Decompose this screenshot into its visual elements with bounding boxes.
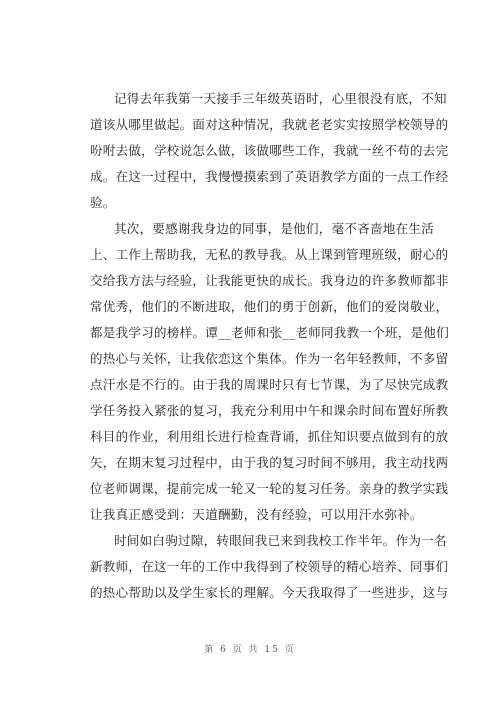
text-line: 吩咐去做，学校说怎么做，该做哪些工作，我就一丝不苟的去完 bbox=[90, 143, 449, 158]
text-line: 位老师调课，提前完成一轮又一轮的复习任务。亲身的教学实践 bbox=[90, 481, 449, 496]
text-line: 科目的作业，利用组长进行检查背诵，抓住知识要点做到有的放 bbox=[90, 429, 449, 444]
document-body bbox=[90, 86, 450, 606]
text-line: 道该从哪里做起。面对这种情况，我就老老实实按照学校领导的 bbox=[90, 117, 449, 132]
text-line: 时间如白驹过隙，转眼间我已来到我校工作半年。作为一名 bbox=[114, 533, 447, 548]
text-line: 记得去年我第一天接手三年级英语时，心里很没有底，不知 bbox=[114, 91, 447, 106]
text-line: 新教师，在这一年的工作中我得到了校领导的精心培养、同事们 bbox=[90, 559, 449, 574]
text-line: 其次，要感谢我身边的同事，是他们，毫不吝啬地在生活 bbox=[114, 221, 435, 236]
paragraph-2 bbox=[90, 216, 450, 528]
text-line: 学任务投入紧张的复习，我充分利用中午和课余时间布置好所教 bbox=[90, 403, 449, 418]
text-line: 验。 bbox=[90, 195, 116, 210]
text-line: 交给我方法与经验，让我能更快的成长。我身边的许多教师都非 bbox=[90, 273, 449, 288]
text-line: 都是我学习的榜样。谭__老师和张__老师同我教一个班，是他们 bbox=[90, 325, 450, 340]
text-line: 常优秀，他们的不断进取，他们的勇于创新，他们的爱岗敬业， bbox=[90, 299, 449, 314]
text-line: 的热心帮助以及学生家长的理解。今天我取得了一些进步，这与 bbox=[90, 585, 449, 600]
text-line: 成。在这一过程中，我慢慢摸索到了英语教学方面的一点工作经 bbox=[90, 169, 449, 184]
text-line: 上、工作上帮助我，无私的教导我。从上课到管理班级，耐心的 bbox=[90, 247, 449, 262]
paragraph-3 bbox=[90, 528, 449, 606]
paragraph-1 bbox=[90, 86, 449, 216]
text-line: 矢，在期末复习过程中，由于我的复习时间不够用，我主动找两 bbox=[90, 455, 449, 470]
text-line: 让我真正感受到：天道酬勤，没有经验，可以用汗水弥补。 bbox=[90, 507, 423, 522]
text-line: 的热心与关怀，让我依恋这个集体。作为一名年轻教师，不多留 bbox=[90, 351, 449, 366]
text-line: 点汗水是不行的。由于我的周课时只有七节课，为了尽快完成教 bbox=[90, 377, 449, 392]
page-number-footer: 第 6 页 共 15 页 bbox=[204, 645, 296, 655]
